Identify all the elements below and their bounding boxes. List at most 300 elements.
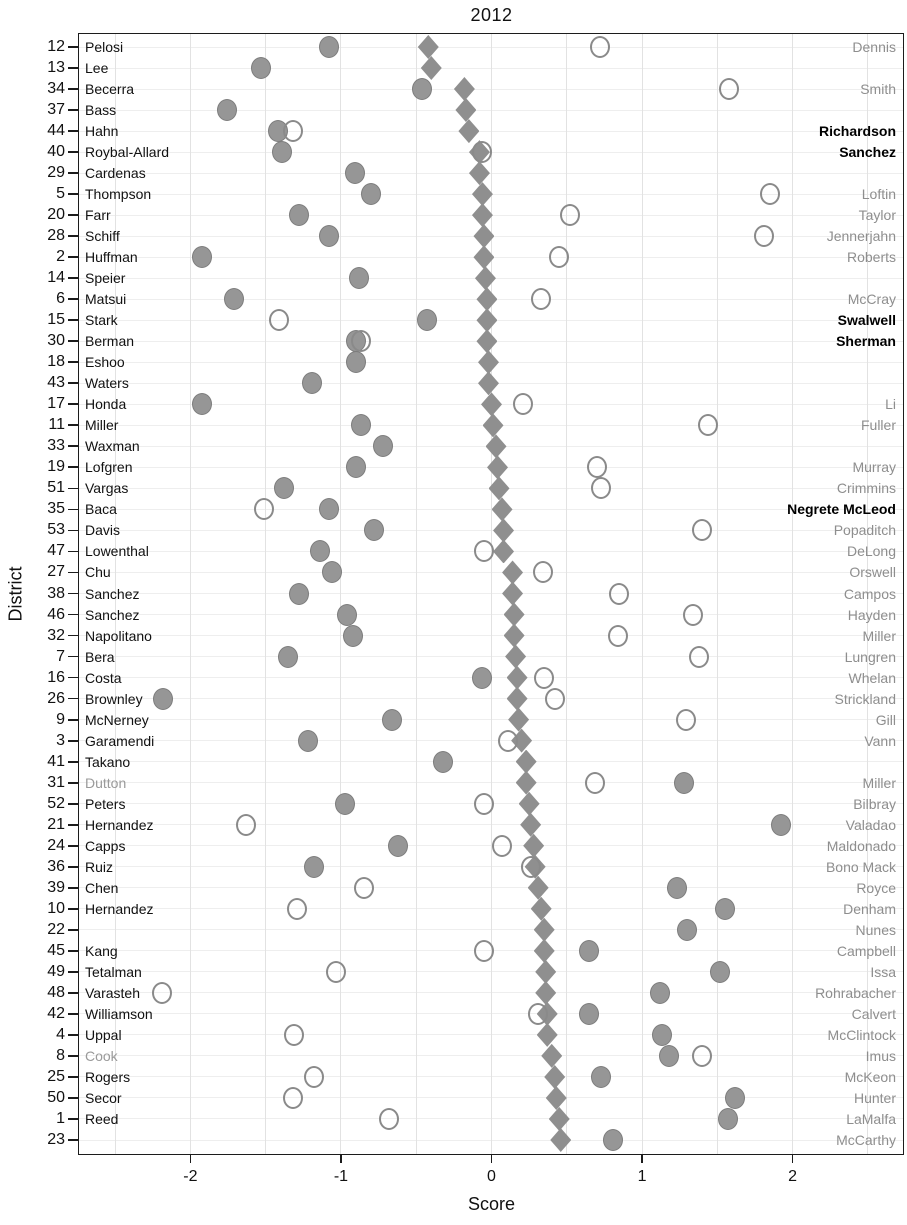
diamond-marker bbox=[535, 960, 556, 984]
open-circle-marker bbox=[692, 1045, 712, 1067]
diamond-marker bbox=[546, 1086, 567, 1110]
open-circle-marker bbox=[608, 625, 628, 647]
district-number: 45 bbox=[47, 941, 65, 959]
filled-circle-marker bbox=[322, 561, 342, 583]
district-number: 46 bbox=[47, 605, 65, 623]
district-number: 35 bbox=[47, 500, 65, 518]
diamond-marker bbox=[473, 224, 494, 248]
filled-circle-marker bbox=[304, 856, 324, 878]
diamond-marker bbox=[531, 897, 552, 921]
rep-candidate-label: McCarthy bbox=[836, 1132, 896, 1148]
diamond-marker bbox=[418, 35, 439, 59]
district-number: 6 bbox=[56, 290, 65, 308]
diamond-marker bbox=[454, 77, 475, 101]
filled-circle-marker bbox=[349, 267, 369, 289]
district-number: 34 bbox=[47, 80, 65, 98]
open-circle-marker bbox=[676, 709, 696, 731]
diamond-marker bbox=[469, 161, 490, 185]
district-number: 27 bbox=[47, 563, 65, 581]
rep-candidate-label: Hunter bbox=[853, 1089, 896, 1106]
dem-candidate-label: Cook bbox=[85, 1047, 118, 1064]
district-number: 14 bbox=[47, 269, 65, 287]
filled-circle-marker bbox=[319, 36, 339, 58]
x-tick-label: 0 bbox=[487, 1168, 496, 1185]
filled-circle-marker bbox=[335, 793, 355, 815]
rep-candidate-label: Orswell bbox=[849, 564, 896, 581]
filled-circle-marker bbox=[364, 519, 384, 541]
rep-candidate-label: Crimmins bbox=[836, 480, 896, 497]
dem-candidate-label: Waters bbox=[85, 375, 129, 392]
rep-candidate-label: Taylor bbox=[858, 207, 896, 224]
rep-candidate-label: Swalwell bbox=[837, 312, 896, 329]
rep-candidate-label: Valadao bbox=[845, 816, 896, 833]
open-circle-marker bbox=[283, 120, 303, 142]
rep-candidate-label: Sanchez bbox=[839, 144, 896, 161]
diamond-marker bbox=[508, 708, 529, 732]
diamond-marker bbox=[476, 287, 497, 311]
open-circle-marker bbox=[534, 667, 554, 689]
filled-circle-marker bbox=[310, 540, 330, 562]
filled-circle-marker bbox=[472, 667, 492, 689]
district-number: 32 bbox=[47, 626, 65, 644]
open-circle-marker bbox=[326, 961, 346, 983]
district-number: 3 bbox=[56, 731, 65, 749]
district-number: 39 bbox=[47, 878, 65, 896]
filled-circle-marker bbox=[412, 78, 432, 100]
rep-candidate-label: Campos bbox=[843, 585, 896, 602]
dem-candidate-label: Costa bbox=[85, 669, 122, 686]
dem-candidate-label: Ruiz bbox=[85, 858, 114, 875]
rep-candidate-label: Whelan bbox=[848, 669, 896, 686]
filled-circle-marker bbox=[251, 57, 271, 79]
district-number: 9 bbox=[56, 710, 65, 728]
district-number: 42 bbox=[47, 1004, 65, 1022]
dem-candidate-label: Lowenthal bbox=[85, 543, 149, 560]
district-number: 21 bbox=[47, 815, 65, 833]
diamond-marker bbox=[507, 666, 528, 690]
rep-candidate-label: Rohrabacher bbox=[815, 984, 896, 1001]
diamond-marker bbox=[493, 518, 514, 542]
open-circle-marker bbox=[492, 835, 512, 857]
district-number: 38 bbox=[47, 584, 65, 602]
district-number: 43 bbox=[47, 374, 65, 392]
rep-candidate-label: Richardson bbox=[818, 123, 896, 140]
dem-candidate-label: Hernandez bbox=[85, 900, 154, 917]
filled-circle-marker bbox=[603, 1129, 623, 1151]
dem-candidate-label: Pelosi bbox=[85, 39, 124, 55]
rep-candidate-label: McKeon bbox=[844, 1068, 896, 1085]
filled-circle-marker bbox=[388, 835, 408, 857]
dem-candidate-label: Davis bbox=[85, 522, 121, 539]
dem-candidate-label: Capps bbox=[85, 837, 126, 854]
filled-circle-marker bbox=[718, 1108, 738, 1130]
rep-candidate-label: Dennis bbox=[852, 39, 896, 55]
open-circle-marker bbox=[585, 772, 605, 794]
diamond-marker bbox=[507, 687, 528, 711]
filled-circle-marker bbox=[289, 583, 309, 605]
rep-candidate-label: Li bbox=[885, 396, 896, 413]
diamond-marker bbox=[505, 645, 526, 669]
diamond-marker bbox=[504, 603, 525, 627]
rep-candidate-label: Fuller bbox=[860, 417, 896, 434]
filled-circle-marker bbox=[715, 898, 735, 920]
filled-circle-marker bbox=[417, 309, 437, 331]
filled-circle-marker bbox=[337, 604, 357, 626]
rep-candidate-label: Calvert bbox=[851, 1005, 896, 1022]
district-number: 44 bbox=[47, 122, 65, 140]
open-circle-marker bbox=[474, 793, 494, 815]
rep-candidate-label: Gill bbox=[875, 711, 896, 728]
dem-candidate-label: Hahn bbox=[85, 123, 119, 140]
x-tick-label: -2 bbox=[183, 1168, 198, 1185]
dem-candidate-label: Chen bbox=[85, 879, 119, 896]
district-number: 50 bbox=[47, 1088, 65, 1106]
x-tick-label: 1 bbox=[637, 1168, 647, 1185]
dem-candidate-label: Berman bbox=[85, 333, 135, 350]
open-circle-marker bbox=[760, 183, 780, 205]
dem-candidate-label: Baca bbox=[85, 501, 117, 518]
filled-circle-marker bbox=[289, 204, 309, 226]
district-number: 18 bbox=[47, 353, 65, 371]
diamond-marker bbox=[458, 119, 479, 143]
diamond-marker bbox=[481, 392, 502, 416]
open-circle-marker bbox=[698, 414, 718, 436]
diamond-marker bbox=[520, 813, 541, 837]
open-circle-marker bbox=[719, 78, 739, 100]
dem-candidate-label: Lofgren bbox=[85, 459, 133, 476]
rep-candidate-label: Nunes bbox=[855, 921, 896, 938]
diamond-marker bbox=[478, 371, 499, 395]
filled-circle-marker bbox=[319, 225, 339, 247]
district-number: 51 bbox=[47, 479, 65, 497]
district-number: 49 bbox=[47, 962, 65, 980]
open-circle-marker bbox=[287, 898, 307, 920]
filled-circle-marker bbox=[667, 877, 687, 899]
district-number: 16 bbox=[47, 668, 65, 686]
open-circle-marker bbox=[284, 1024, 304, 1046]
district-number: 28 bbox=[47, 227, 65, 245]
rep-candidate-label: LaMalfa bbox=[846, 1110, 896, 1127]
open-circle-marker bbox=[283, 1087, 303, 1109]
diamond-marker bbox=[516, 771, 537, 795]
filled-circle-marker bbox=[274, 477, 294, 499]
open-circle-marker bbox=[521, 856, 541, 878]
open-circle-marker bbox=[689, 646, 709, 668]
dem-candidate-label: McNerney bbox=[85, 711, 149, 728]
district-number: 26 bbox=[47, 689, 65, 707]
dem-candidate-label: Stark bbox=[85, 312, 118, 329]
dem-candidate-label: Brownley bbox=[85, 690, 143, 707]
district-number: 1 bbox=[56, 1109, 65, 1127]
open-circle-marker bbox=[269, 309, 289, 331]
dem-candidate-label: Vargas bbox=[85, 480, 129, 497]
district-number: 15 bbox=[47, 311, 65, 329]
diamond-marker bbox=[486, 434, 507, 458]
diamond-marker bbox=[476, 308, 497, 332]
dem-candidate-label: Kang bbox=[85, 942, 118, 959]
diamond-marker bbox=[475, 266, 496, 290]
rep-candidate-label: Roberts bbox=[846, 249, 896, 266]
district-number: 2 bbox=[56, 248, 65, 266]
diamond-marker bbox=[528, 876, 549, 900]
diamond-marker bbox=[537, 1023, 558, 1047]
diamond-marker bbox=[455, 98, 476, 122]
filled-circle-marker bbox=[298, 730, 318, 752]
rep-candidate-label: Campbell bbox=[836, 942, 896, 959]
district-number: 31 bbox=[47, 773, 65, 791]
dem-candidate-label: Eshoo bbox=[85, 354, 125, 371]
rep-candidate-label: Jennerjahn bbox=[826, 228, 896, 245]
rep-candidate-label: Bono Mack bbox=[825, 858, 896, 875]
filled-circle-marker bbox=[272, 141, 292, 163]
dem-candidate-label: Huffman bbox=[85, 249, 138, 266]
diamond-marker bbox=[534, 939, 555, 963]
dem-candidate-label: Secor bbox=[85, 1089, 122, 1106]
filled-circle-marker bbox=[192, 246, 212, 268]
rep-candidate-label: Sherman bbox=[836, 333, 896, 350]
district-number: 11 bbox=[48, 416, 65, 434]
filled-circle-marker bbox=[346, 456, 366, 478]
dem-candidate-label: Waxman bbox=[85, 438, 140, 455]
diamond-marker bbox=[535, 981, 556, 1005]
rep-candidate-label: Denham bbox=[843, 900, 896, 917]
district-number: 40 bbox=[47, 143, 65, 161]
diamond-marker bbox=[550, 1128, 571, 1152]
district-number: 36 bbox=[47, 857, 65, 875]
rep-candidate-label: Hayden bbox=[847, 606, 896, 623]
rep-candidate-label: McClintock bbox=[827, 1026, 896, 1043]
dem-candidate-label: Farr bbox=[85, 207, 111, 224]
x-axis-label: Score bbox=[467, 1194, 516, 1214]
rep-candidate-label: McCray bbox=[847, 291, 896, 308]
filled-circle-marker bbox=[373, 435, 393, 457]
diamond-marker bbox=[472, 182, 493, 206]
district-number: 41 bbox=[47, 752, 65, 770]
filled-circle-marker bbox=[659, 1045, 679, 1067]
diamond-marker bbox=[478, 350, 499, 374]
filled-circle-marker bbox=[771, 814, 791, 836]
open-circle-marker bbox=[560, 204, 580, 226]
rep-candidate-label: Loftin bbox=[861, 186, 896, 203]
diamond-marker bbox=[516, 750, 537, 774]
diamond-marker bbox=[519, 792, 540, 816]
filled-circle-marker bbox=[278, 646, 298, 668]
rep-candidate-label: DeLong bbox=[846, 543, 896, 560]
district-number: 47 bbox=[47, 542, 65, 560]
open-circle-marker bbox=[692, 519, 712, 541]
dem-candidate-label: Varasteh bbox=[85, 984, 140, 1001]
district-number: 52 bbox=[47, 794, 65, 812]
diamond-marker bbox=[534, 918, 555, 942]
open-circle-marker bbox=[379, 1108, 399, 1130]
filled-circle-marker bbox=[345, 162, 365, 184]
open-circle-marker bbox=[683, 604, 703, 626]
district-number: 5 bbox=[56, 185, 65, 203]
open-circle-marker bbox=[591, 477, 611, 499]
rep-candidate-label: Imus bbox=[865, 1047, 896, 1064]
diamond-marker bbox=[544, 1065, 565, 1089]
dem-candidate-label: Reed bbox=[85, 1110, 119, 1127]
district-number: 12 bbox=[47, 38, 65, 55]
filled-circle-marker bbox=[361, 183, 381, 205]
dem-candidate-label: Garamendi bbox=[85, 732, 155, 749]
dem-candidate-label: Chu bbox=[85, 564, 111, 581]
district-number: 10 bbox=[47, 899, 65, 917]
rep-candidate-label: Issa bbox=[870, 963, 896, 980]
filled-circle-marker bbox=[302, 372, 322, 394]
open-circle-marker bbox=[533, 561, 553, 583]
diamond-marker bbox=[473, 245, 494, 269]
district-number: 13 bbox=[47, 59, 65, 77]
district-number: 23 bbox=[47, 1131, 65, 1148]
diamond-marker bbox=[487, 455, 508, 479]
filled-circle-marker bbox=[192, 393, 212, 415]
open-circle-marker bbox=[609, 583, 629, 605]
open-circle-marker bbox=[354, 877, 374, 899]
district-number: 20 bbox=[47, 206, 65, 224]
filled-circle-marker bbox=[591, 1066, 611, 1088]
chart-title: 2012 bbox=[470, 5, 513, 25]
diamond-marker bbox=[493, 539, 514, 563]
open-circle-marker bbox=[531, 288, 551, 310]
dem-candidate-label: Bass bbox=[85, 102, 117, 119]
open-circle-marker bbox=[513, 393, 533, 415]
filled-circle-marker bbox=[346, 351, 366, 373]
y-axis-label: District bbox=[5, 566, 26, 622]
filled-circle-marker bbox=[343, 625, 363, 647]
filled-circle-marker bbox=[710, 961, 730, 983]
open-circle-marker bbox=[254, 498, 274, 520]
open-circle-marker bbox=[304, 1066, 324, 1088]
dem-candidate-label: Thompson bbox=[85, 186, 152, 203]
open-circle-marker bbox=[236, 814, 256, 836]
district-number: 37 bbox=[47, 101, 65, 119]
district-number: 33 bbox=[47, 437, 65, 455]
district-number: 17 bbox=[47, 395, 65, 413]
rep-candidate-label: Miller bbox=[862, 774, 896, 791]
district-number: 22 bbox=[47, 920, 65, 938]
open-circle-marker bbox=[587, 456, 607, 478]
diamond-marker bbox=[421, 56, 442, 80]
dem-candidate-label: Williamson bbox=[85, 1005, 153, 1022]
dem-candidate-label: Dutton bbox=[85, 774, 127, 791]
open-circle-marker bbox=[474, 540, 494, 562]
diamond-marker bbox=[523, 834, 544, 858]
open-circle-marker bbox=[590, 36, 610, 58]
rep-candidate-label: Vann bbox=[864, 732, 896, 749]
dem-candidate-label: Lee bbox=[85, 60, 109, 77]
filled-circle-marker bbox=[579, 1003, 599, 1025]
filled-circle-marker bbox=[650, 982, 670, 1004]
filled-circle-marker bbox=[351, 414, 371, 436]
rep-candidate-label: Popaditch bbox=[833, 522, 896, 539]
open-circle-marker bbox=[549, 246, 569, 268]
district-number: 7 bbox=[56, 647, 65, 665]
filled-circle-marker bbox=[674, 772, 694, 794]
x-tick-label: -1 bbox=[333, 1168, 349, 1185]
dem-candidate-label: Rogers bbox=[85, 1068, 131, 1085]
filled-circle-marker bbox=[725, 1087, 745, 1109]
dem-candidate-label: Miller bbox=[85, 417, 119, 434]
district-number: 25 bbox=[47, 1067, 65, 1085]
diamond-marker bbox=[492, 497, 513, 521]
dem-candidate-label: Bera bbox=[85, 648, 115, 665]
filled-circle-marker bbox=[319, 498, 339, 520]
diamond-marker bbox=[489, 476, 510, 500]
diamond-marker bbox=[483, 413, 504, 437]
diamond-marker bbox=[476, 329, 497, 353]
filled-circle-marker bbox=[677, 919, 697, 941]
rep-candidate-label: Smith bbox=[860, 81, 896, 98]
dem-candidate-label: Hernandez bbox=[85, 816, 154, 833]
district-number: 24 bbox=[47, 836, 65, 854]
x-tick-label: 2 bbox=[788, 1168, 798, 1185]
dem-candidate-label: Sanchez bbox=[85, 606, 140, 623]
dem-candidate-label: Uppal bbox=[85, 1026, 122, 1043]
open-circle-marker bbox=[528, 1003, 548, 1025]
diamond-marker bbox=[549, 1107, 570, 1131]
diamond-marker bbox=[541, 1044, 562, 1068]
rep-candidate-label: Lungren bbox=[844, 648, 896, 665]
dem-candidate-label: Napolitano bbox=[85, 627, 152, 644]
district-number: 4 bbox=[56, 1025, 65, 1043]
rep-candidate-label: Strickland bbox=[834, 690, 896, 707]
rep-candidate-label: Royce bbox=[856, 879, 896, 896]
filled-circle-marker bbox=[652, 1024, 672, 1046]
filled-circle-marker bbox=[382, 709, 402, 731]
filled-circle-marker bbox=[433, 751, 453, 773]
district-number: 19 bbox=[47, 458, 65, 476]
district-number: 8 bbox=[56, 1046, 65, 1064]
dem-candidate-label: Honda bbox=[85, 396, 127, 413]
open-circle-marker bbox=[754, 225, 774, 247]
filled-circle-marker bbox=[224, 288, 244, 310]
rep-candidate-label: Miller bbox=[862, 627, 896, 644]
filled-circle-marker bbox=[579, 940, 599, 962]
dem-candidate-label: Schiff bbox=[85, 228, 120, 245]
rep-candidate-label: Maldonado bbox=[826, 837, 896, 854]
district-number: 48 bbox=[47, 983, 65, 1001]
dem-candidate-label: Becerra bbox=[85, 81, 135, 98]
diamond-marker bbox=[504, 624, 525, 648]
dem-candidate-label: Tetalman bbox=[85, 963, 142, 980]
open-circle-marker bbox=[545, 688, 565, 710]
dem-candidate-label: Roybal-Allard bbox=[85, 144, 170, 161]
district-number: 29 bbox=[47, 164, 65, 182]
dem-candidate-label: Matsui bbox=[85, 291, 127, 308]
dem-candidate-label: Takano bbox=[85, 753, 131, 770]
rep-candidate-label: Bilbray bbox=[853, 795, 896, 812]
rep-candidate-label: Murray bbox=[852, 459, 896, 476]
district-number: 53 bbox=[47, 521, 65, 539]
dem-candidate-label: Speier bbox=[85, 270, 126, 287]
dem-candidate-label: Sanchez bbox=[85, 585, 140, 602]
open-circle-marker bbox=[474, 940, 494, 962]
open-circle-marker bbox=[351, 330, 371, 352]
open-circle-marker bbox=[152, 982, 172, 1004]
open-circle-marker bbox=[498, 730, 518, 752]
diamond-marker bbox=[472, 203, 493, 227]
diamond-marker bbox=[502, 560, 523, 584]
filled-circle-marker bbox=[217, 99, 237, 121]
dem-candidate-label: Peters bbox=[85, 795, 126, 812]
filled-circle-marker bbox=[153, 688, 173, 710]
dem-candidate-label: Cardenas bbox=[85, 165, 146, 182]
rep-candidate-label: Negrete McLeod bbox=[787, 501, 896, 518]
district-number: 30 bbox=[47, 332, 65, 350]
open-circle-marker bbox=[472, 141, 492, 163]
diamond-marker bbox=[502, 582, 523, 606]
